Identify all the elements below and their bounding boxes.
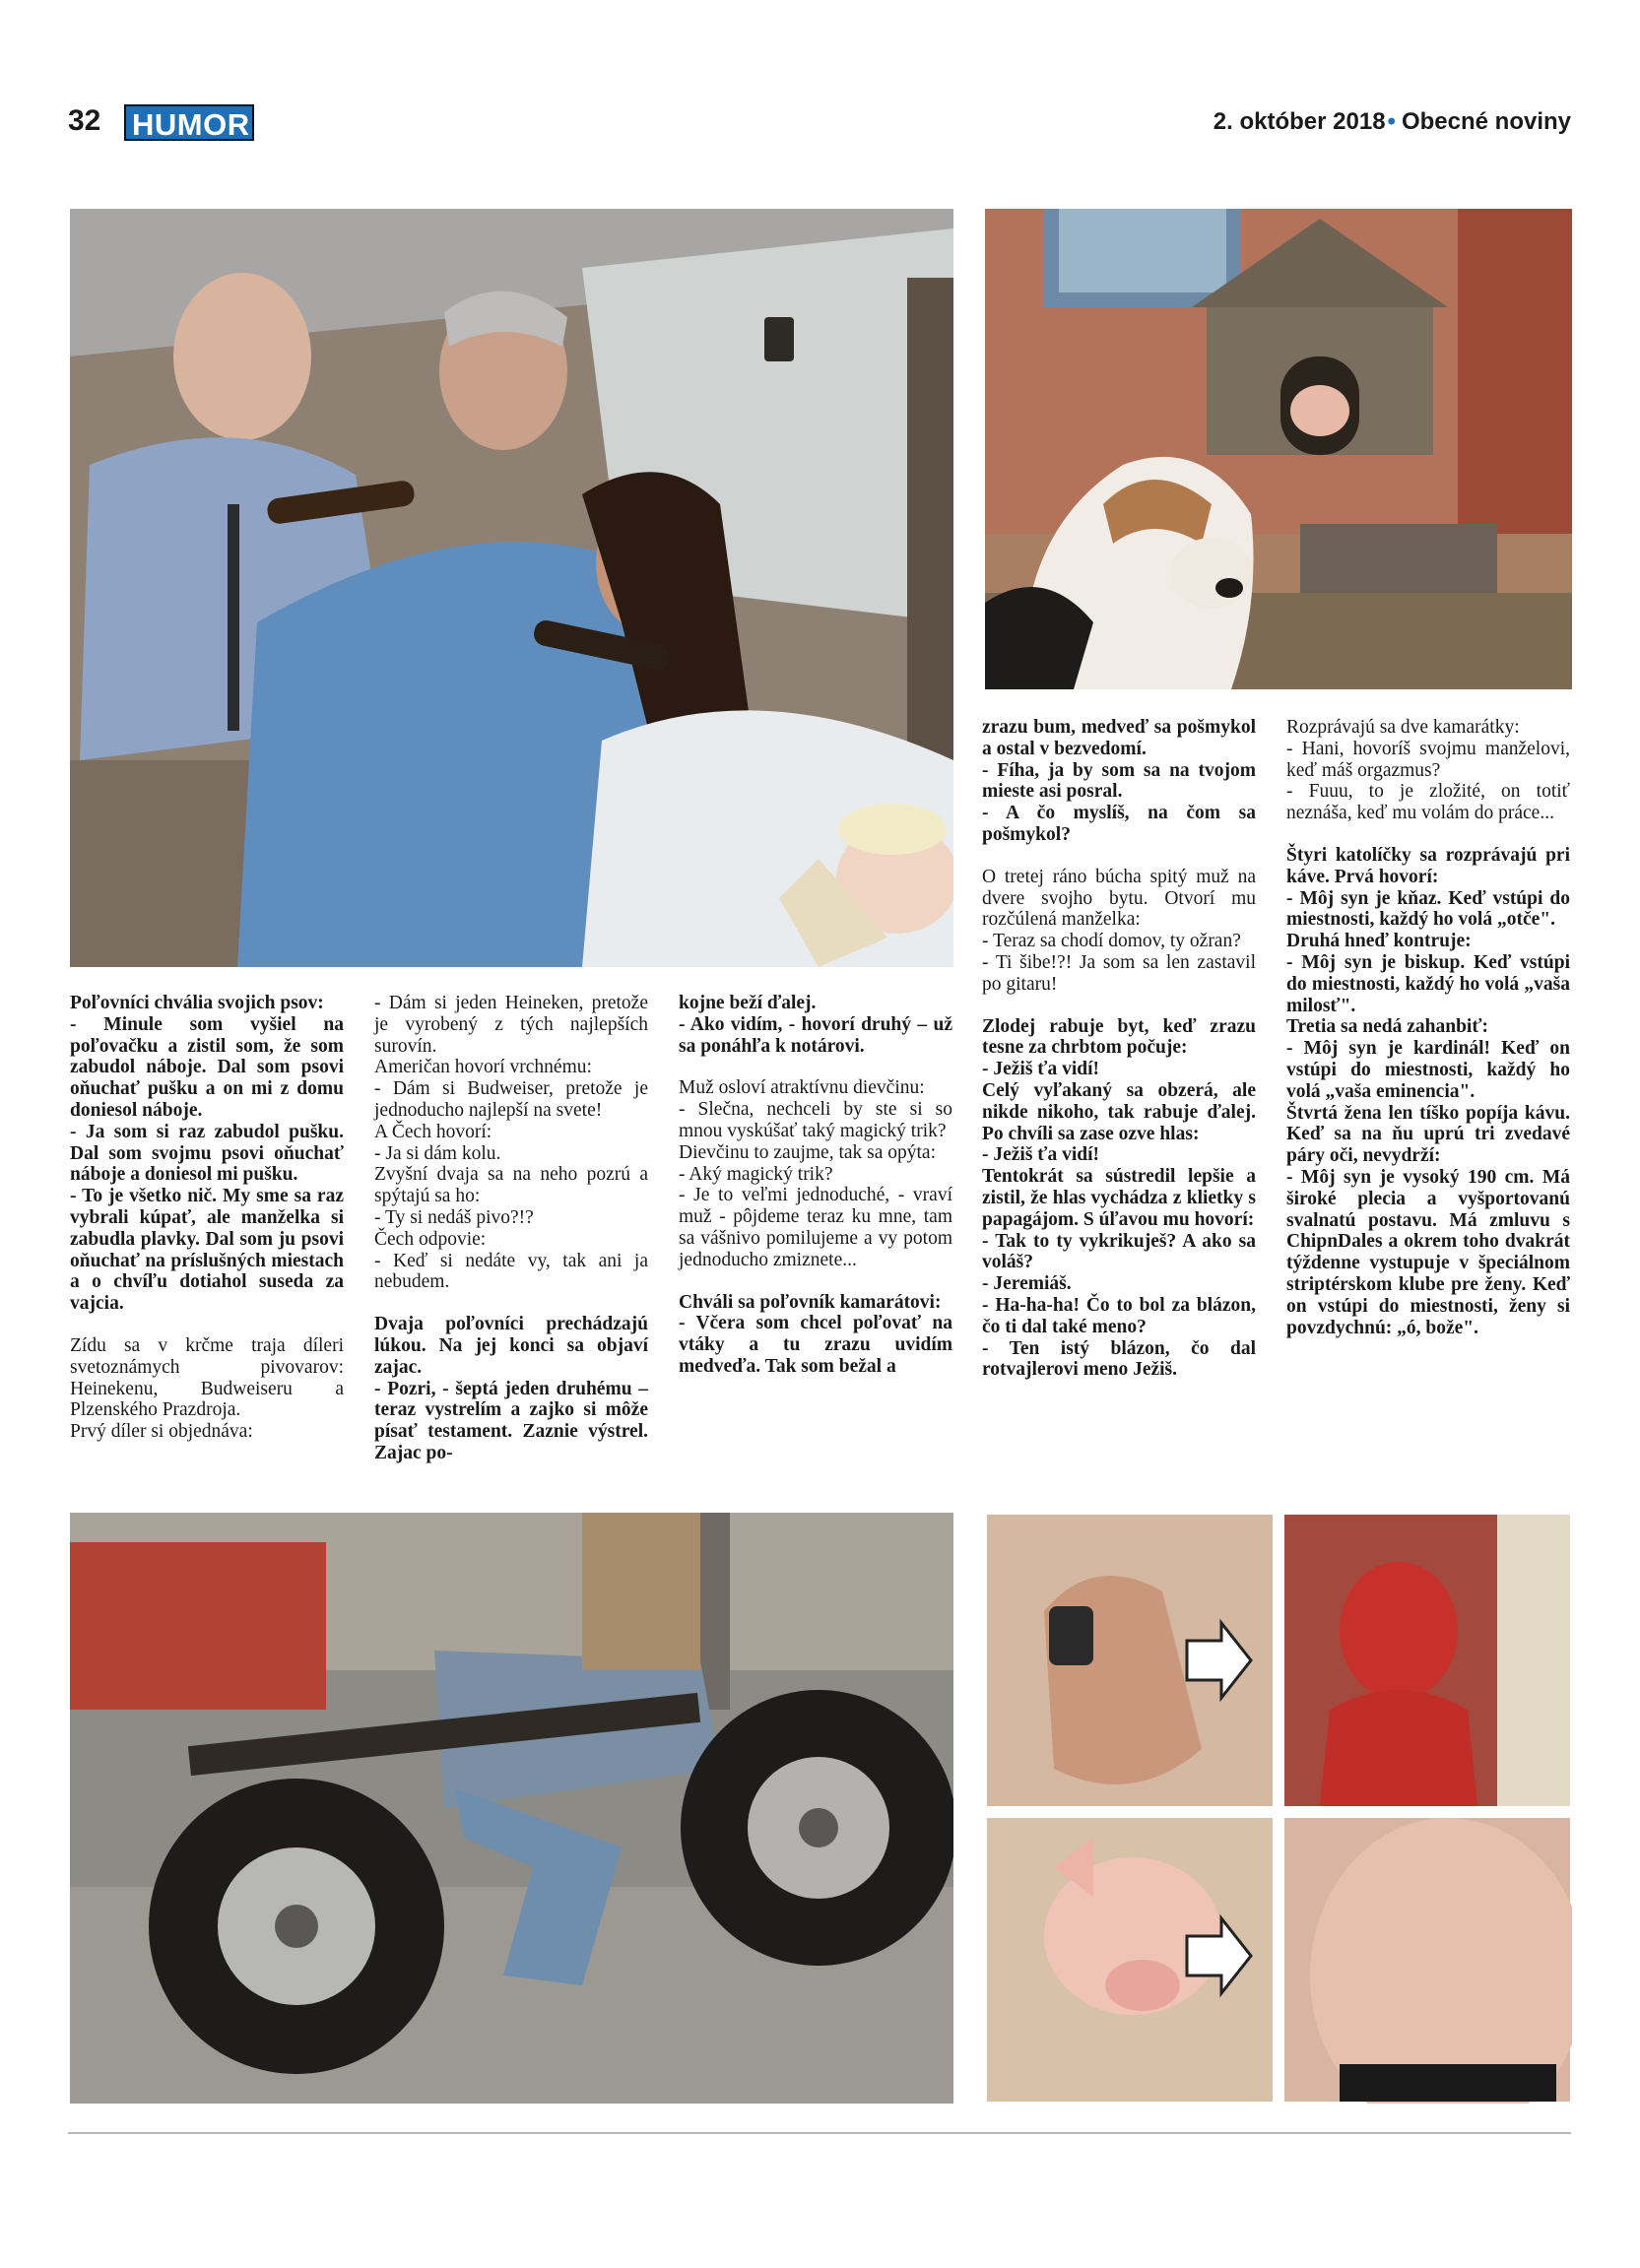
page-number: 32 (68, 104, 101, 137)
joke-hunters-dogs: Poľovníci chvália svojich psov: - Minule som vyšiel na poľovačku a zistil som, že som zabudol náboje. Dal som psovi oňuchať pušku a on mi z domu doniesol náboje. - Ja som si raz zabudol pušku. Dal som svojmu psovi oňuchať náboje a doniesol mi pušku. - To je všetko nič. My sme sa raz vybrali kúpať, ale manželka si zabudla plavky. Dal som ju psovi oňuchať na príslušných miestach a o chvíľu dotiahol suseda za vajcia. (70, 993, 344, 1315)
photo-three-generations-beer (70, 209, 953, 967)
photo-dog-and-pig-house-art (985, 209, 1572, 689)
issue-info (1214, 108, 1571, 136)
joke-thief-jesus: Zlodej rabuje byt, keď zrazu tesne za chrbtom počuje: - Ježiš ťa vidí! Celý vyľakaný sa obzerá, ale nikde nikoho, tak rabuje ďalej. Po chvíli sa zase ozve hlas: - Ježiš ťa vidí! Tentokrát sa sústredil lepšie a zistil, že hlas vychádza z klietky s papagájom. S úľavou mu hovorí: - Tak to ty vykrikuješ? A ako sa voláš? - Jeremiáš. - Ha-ha-ha! Čo to bol za blázon, čo ti dal také meno? - Ten istý blázon, čo dal rotvajlerovi meno Ježiš. (982, 1015, 1256, 1381)
column-3 (679, 993, 952, 1398)
section-label: HUMOR (124, 104, 254, 141)
joke-beer-dealers-start: Zídu sa v krčme traja díleri svetoznámych pivovarov: Heinekenu, Budweiseru a Plzenského Prazdroja. Prvý díler si objednáva: (70, 1334, 344, 1443)
photo-spider-pig-grid-art (985, 1513, 1572, 2104)
issue-date: 2. október 2018 (1213, 108, 1386, 135)
joke-two-hunters-start: Dvaja poľovníci prechádzajú lúkou. Na jej konci sa objaví zajac. - Pozri, - šeptá jeden druhému – teraz vystrelím a zajko si môže písať testament. Zaznie výstrel. Zajac po- (374, 1314, 648, 1463)
joke-beer-dealers-end: - Dám si jeden Heineken, pretože je vyrobený z tých najlepších surovín. Američan hovorí vrchnému: - Dám si Budweiser, pretože je jednoducho najlepší na svete! A Čech hovorí: - Ja si dám kolu. Zvyšní dvaja sa na neho pozrú a spýtajú sa ho: - Ty si nedáš pivo?!? Čech odpovie: - Keď si nedáte vy, tak ani ja nebudem. (374, 993, 648, 1293)
joke-two-hunters-end: kojne beží ďalej. - Ako vidím, - hovorí druhý – už sa ponáhľa k notárovi. (679, 993, 952, 1057)
photo-tractor-bike (70, 1513, 953, 2104)
column-1 (70, 993, 344, 1463)
joke-drunk-guitar: O tretej ráno búcha spitý muž na dvere svojho bytu. Otvorí mu rozčúlená manželka: - Teraz sa chodí domov, ty ožran? - Ti šibe!?! Ja som sa len zastavil po gitaru! (982, 866, 1256, 995)
joke-magic-trick: Muž osloví atraktívnu dievčinu: - Slečna, nechceli by ste si so mnou vyskúšať taký magický trik? Dievčinu to zaujme, tak sa opýta: - Aký magický trik? - Je to veľmi jednoduché, - vraví muž - pôjdeme teraz ku mne, tam sa vášnivo pomilujeme a vy potom jednoducho zmiznete... (679, 1077, 952, 1270)
bottom-divider (68, 2132, 1571, 2134)
column-5 (1286, 717, 1570, 1359)
newspaper-name: Obecné noviny (1401, 108, 1571, 135)
joke-hunter-bear-start: Chváli sa poľovník kamarátovi: - Včera som chcel poľovať na vtáky a tu zrazu uvidím medveďa. Tak som bežal a (679, 1291, 952, 1377)
joke-four-catholics: Štyri katolíčky sa rozprávajú pri káve. Prvá hovorí: - Môj syn je kňaz. Keď vstúpi do miestnosti, každý ho volá „otče". Druhá hneď kontruje: - Môj syn je biskup. Keď vstúpi do miestnosti, každý ho volá „vaša milosť". Tretia sa nedá zahanbiť: - Môj syn je kardinál! Keď on vstúpi do miestnosti, každý ho volá „vaša eminencia". Štvrtá žena len tíško popíja kávu. Keď sa na ňu uprú tri zvedavé páry oči, nevydrží: - Môj syn je vysoký 190 cm. Má široké plecia a vyšportovanú svalnatú postavu. Má zmluvu s ChipnDales a okrem toho dvakrát týždenne vystupuje v špeciálnom striptérskom klube pre ženy. Keď on vstúpi do miestnosti, ženy si povzdychnú: „ó, bože". (1286, 844, 1570, 1338)
photo-spider-pig-grid (985, 1513, 1572, 2104)
joke-hunter-bear-end: zrazu bum, medveď sa pošmykol a ostal v bezvedomí. - Fíha, ja by som sa na tvojom mieste asi posral. - A čo myslíš, na čom sa pošmykol? (982, 717, 1256, 845)
joke-two-friends: Rozprávajú sa dve kamarátky: - Hani, hovoríš svojmu manželovi, keď máš orgazmus? - Fuuu, to je zložité, on totiť neznáša, keď mu volám do práce... (1286, 717, 1570, 824)
photo-tractor-bike-art (70, 1513, 953, 2104)
photo-three-generations-beer-art (70, 209, 953, 967)
photo-dog-and-pig-house (985, 209, 1572, 689)
column-2 (374, 993, 648, 1485)
separator-dot: • (1387, 108, 1396, 135)
column-4 (982, 717, 1256, 1401)
